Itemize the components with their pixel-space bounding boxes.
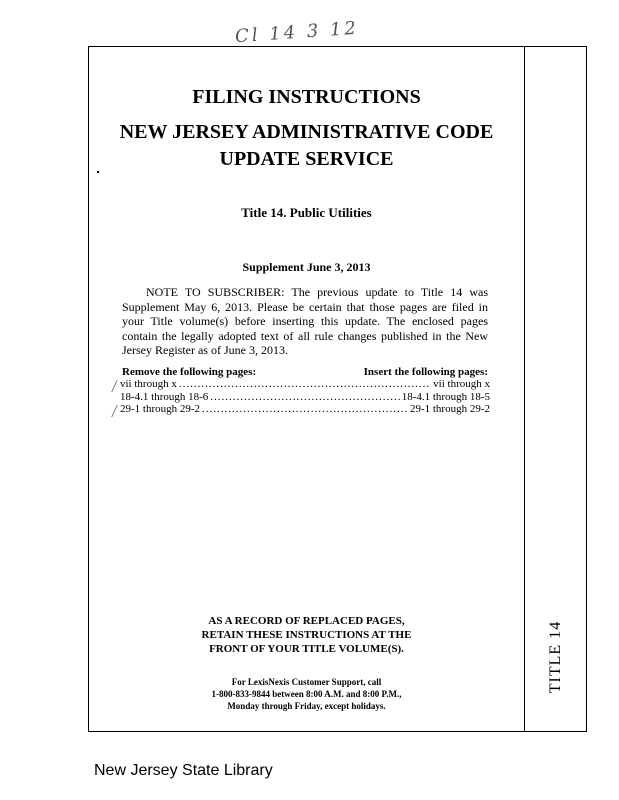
side-tab [525,46,587,732]
page-list [120,378,490,416]
remove-pages: vii through x [120,378,177,390]
note-text: NOTE TO SUBSCRIBER: The previous update to Title 14 was Supplement May 6, 2013. Please be certain that those pages are filed in your Title volume(s) before inserting this update. The enclosed pages contain the legally adopted text of all rule changes published in the New Jersey Register as of June 3, 2013. [122,285,488,357]
subscriber-note [122,285,488,358]
support-info [88,676,525,712]
page-title: FILING INSTRUCTIONS [192,86,421,108]
service-title: UPDATE SERVICE [219,148,394,170]
supplement-date: Supplement June 3, 2013 [242,260,371,274]
handwritten-note: Cl 14 3 12 [234,17,360,48]
table-row [120,403,490,416]
insert-header: Insert the following pages: [363,366,488,378]
remove-pages: 29-1 through 29-2 [120,403,201,415]
insert-pages: 29-1 through 29-2 [409,403,490,415]
table-row [120,391,490,404]
record-line: AS A RECORD OF REPLACED PAGES, [208,615,405,627]
record-notice [88,614,525,656]
library-footer: New Jersey State Library [94,762,273,779]
side-tab-label: TITLE 14 [547,620,565,694]
leader-dots [179,378,431,391]
stray-mark [97,171,99,173]
insert-pages: 18-4.1 through 18-5 [401,390,490,403]
remove-pages: 18-4.1 through 18-6 [120,390,209,403]
record-line: FRONT OF YOUR TITLE VOLUME(S). [209,643,404,655]
insert-pages: vii through x [433,378,490,390]
subject-title: Title 14. Public Utilities [241,205,372,220]
remove-header: Remove the following pages: [122,366,257,378]
support-line: 1-800-833-9844 between 8:00 A.M. and 8:00 P.M., [211,689,402,699]
leader-dots [202,403,408,416]
record-line: RETAIN THESE INSTRUCTIONS AT THE [201,629,412,641]
code-title: NEW JERSEY ADMINISTRATIVE CODE [119,121,494,143]
support-line: For LexisNexis Customer Support, call [231,677,382,687]
support-line: Monday through Friday, except holidays. [227,701,386,711]
leader-dots [210,391,399,404]
table-row [120,378,490,391]
